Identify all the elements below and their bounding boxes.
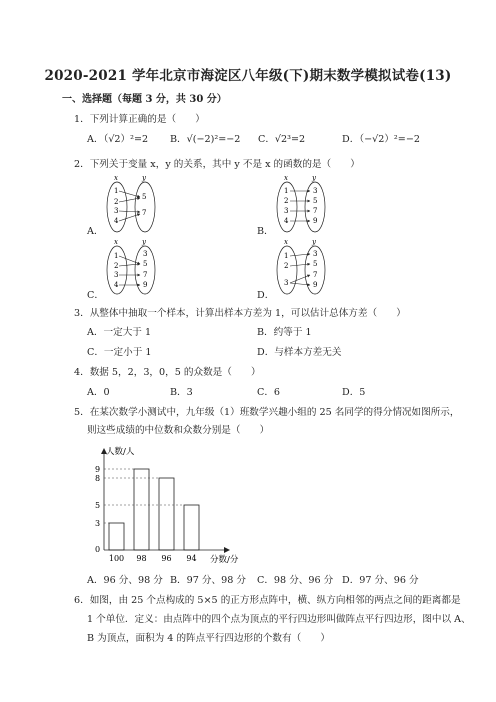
q3-option-c: C．一定小于 1	[87, 347, 152, 358]
q3-option-a: A．一定大于 1	[87, 327, 152, 338]
q4-option-c: C．6	[257, 387, 281, 398]
q1-option-d: D．（−√2）²=−2	[342, 134, 420, 145]
q2-option-b: B．	[257, 226, 274, 237]
mapping-diagram-b	[277, 174, 325, 232]
q3-option-b: B．约等于 1	[257, 327, 312, 338]
diagram-d-x3: 3	[284, 279, 289, 287]
q2-option-c: C．	[87, 290, 104, 301]
q1-option-b: B．√(−2)²=−2	[170, 134, 241, 145]
q4-option-a: A．0	[87, 387, 110, 398]
diagram-c-x4: 4	[114, 281, 119, 289]
y-tick-label: 9	[95, 465, 101, 474]
q6-line1: 6．如图，由 25 个点构成的 5×5 的正方形点阵中，横、纵方向相邻的两点之间的距离都是	[74, 595, 461, 606]
diagram-c-x2: 2	[114, 262, 119, 270]
diagram-c-y-label: y	[142, 238, 146, 246]
diagram-a-y-set	[135, 182, 155, 232]
diagram-b-x-label: x	[284, 174, 288, 182]
diagram-a-x4: 4	[114, 217, 119, 225]
diagram-d-y-label: y	[312, 238, 316, 246]
diagram-a-x2: 2	[114, 198, 119, 206]
diagram-a-x-label: x	[114, 174, 118, 182]
y-tick-label: 3	[95, 519, 101, 528]
diagram-b-x3: 3	[284, 207, 289, 215]
diagram-a-x3: 3	[114, 207, 119, 215]
diagram-d-x-label: x	[284, 238, 288, 246]
mapping-diagram-d	[277, 238, 325, 294]
diagram-b-x1: 1	[284, 187, 289, 195]
bar	[134, 469, 149, 550]
q4-option-b: B．3	[170, 387, 193, 398]
q2-stem: 2．下列关于变量 x，y 的关系，其中 y 不是 x 的函数的是（ ）	[74, 159, 360, 170]
diagram-c-y4: 9	[143, 281, 148, 289]
mapping-diagram-c	[107, 238, 155, 294]
q5-stem-line1: 5．在某次数学小测试中，九年级（1）班数学兴趣小组的 25 名同学的得分情况如图所示，	[74, 407, 460, 418]
y-tick-label: 5	[95, 501, 101, 510]
x-tick-label: 96	[161, 554, 172, 563]
x-axis-arrow	[224, 547, 230, 553]
q2-option-d: D．	[257, 290, 275, 301]
q4-option-d: D．5	[342, 387, 366, 398]
diagram-c-y2: 5	[143, 260, 148, 268]
diagram-c-y1: 3	[143, 250, 148, 258]
bar	[109, 523, 124, 550]
y-axis-label: 人数/人	[106, 447, 135, 457]
mapping-diagram-a	[107, 174, 155, 232]
x-tick-label: 98	[136, 554, 147, 563]
diagram-d-y4: 9	[313, 281, 318, 289]
q3-stem: 3．从整体中抽取一个样本，计算出样本方差为 1，可以估计总体方差（ ）	[74, 308, 406, 319]
q6-line2: 1 个单位．定义：由点阵中的四个点为顶点的平行四边形叫做阵点平行四边形，图中以 A、	[87, 614, 471, 625]
diagram-c-x3: 3	[114, 271, 119, 279]
diagram-d-x2: 2	[284, 262, 289, 270]
diagram-b-y1: 3	[313, 187, 318, 195]
q3-option-d: D．与样本方差无关	[257, 347, 342, 358]
q2-option-a: A．	[87, 226, 104, 237]
diagram-b-y-label: y	[312, 174, 316, 182]
diagram-b-y4: 9	[313, 217, 318, 225]
q5-option-a: A．96 分、98 分	[87, 575, 163, 586]
diagram-d-y3: 7	[313, 271, 318, 279]
diagram-a-y-label: y	[142, 174, 146, 182]
bar	[159, 478, 174, 550]
diagram-c-x-label: x	[114, 238, 118, 246]
diagram-d-y2: 5	[313, 260, 318, 268]
diagram-d-x1: 1	[284, 252, 289, 260]
diagram-a-y2: 7	[142, 209, 147, 217]
diagram-c-x1: 1	[114, 252, 119, 260]
q5-stem-line2: 则这些成绩的中位数和众数分别是（ ）	[87, 425, 270, 436]
q1-option-c: C．√2³=2	[258, 134, 306, 145]
diagram-b-y3: 7	[313, 207, 318, 215]
q1-stem: 1．下列计算正确的是（ ）	[74, 114, 205, 125]
q5-option-c: C．98 分、96 分	[257, 575, 334, 586]
page-title: 2020-2021 学年北京市海淀区八年级(下)期末数学模拟试卷(13)	[44, 68, 452, 84]
diagram-b-x4: 4	[284, 217, 289, 225]
x-axis-label: 分数/分	[210, 555, 239, 565]
x-tick-label: 100	[108, 554, 125, 563]
q5-option-b: B．97 分、98 分	[170, 575, 246, 586]
y-tick-label: 8	[95, 474, 101, 483]
score-bar-chart	[84, 440, 284, 568]
q6-line3: B 为顶点，面积为 4 的阵点平行四边形的个数有（ ）	[87, 633, 330, 644]
diagram-a-y1: 5	[142, 193, 147, 201]
q4-stem: 4．数据 5，2，3，0，5 的众数是（ ）	[74, 367, 261, 378]
x-tick-label: 94	[186, 554, 197, 563]
diagram-b-y2: 5	[313, 197, 318, 205]
diagram-d-y1: 3	[313, 250, 318, 258]
q1-option-a: A．（√2）²=2	[87, 134, 149, 145]
diagram-c-y3: 7	[143, 271, 148, 279]
section-heading: 一、选择题（每题 3 分，共 30 分）	[62, 94, 227, 105]
q5-option-d: D．97 分、96 分	[342, 575, 419, 586]
bar	[184, 505, 199, 550]
diagram-a-x1: 1	[114, 187, 119, 195]
diagram-b-x2: 2	[284, 197, 289, 205]
origin-label: 0	[95, 545, 101, 554]
